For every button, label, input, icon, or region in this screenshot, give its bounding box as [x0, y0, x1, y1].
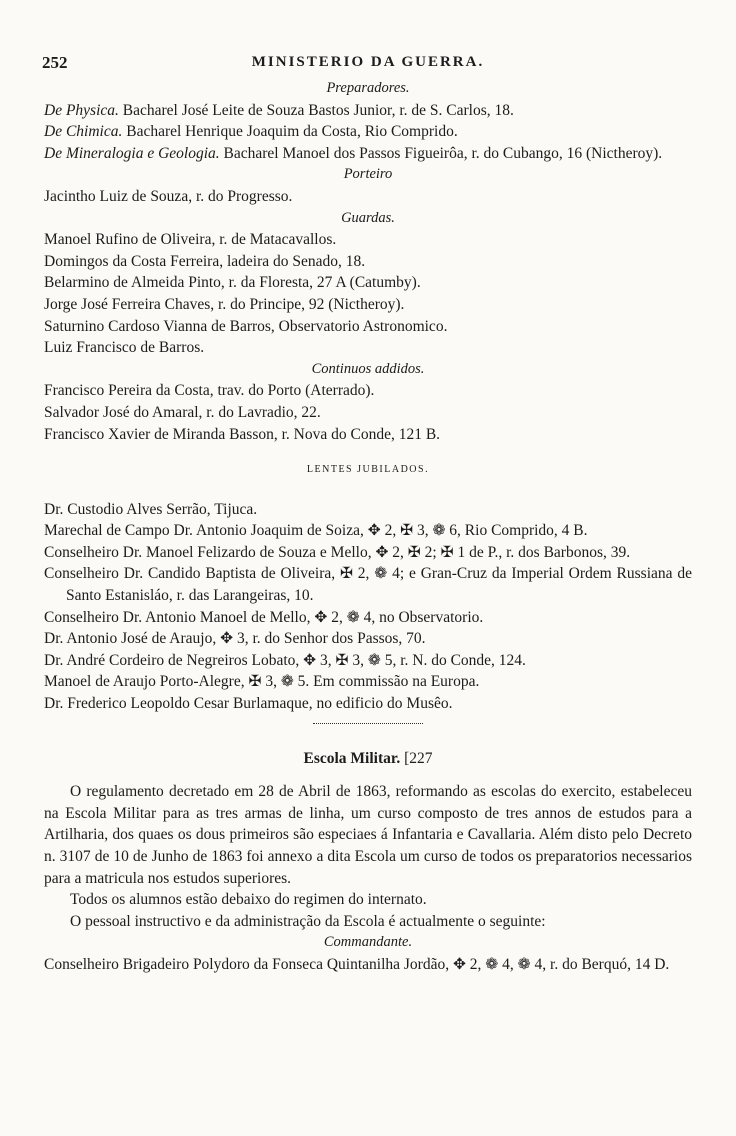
guarda-entry: Domingos da Costa Ferreira, ladeira do Senado, 18.: [44, 252, 366, 270]
continuo-entry: Salvador José do Amaral, r. do Lavradio, 22.: [44, 403, 321, 421]
guarda-entry: Saturnino Cardoso Vianna de Barros, Observatorio Astronomico.: [44, 317, 448, 335]
commandante-heading: Commandante.: [323, 934, 413, 951]
escola-ref: [227: [404, 749, 433, 767]
escola-paragraph: O regulamento decretado em 28 de Abril de 1863, reformando as escolas do exercito, estabeleceu na Escola Militar para as tres armas de linha, um curso composto de tres annos de estudos para a Artilharia, dos quaes os dous primeiros são especiaes á Infantaria e Cavallaria. Além disto pelo Decreto n. 3107 de 10 de Junho de 1863 foi annexo a dita Escola um curso de todos os preparatorios necessarios para a matricula nos estudos superiores.: [44, 783, 692, 887]
entry-text: Bacharel Manoel dos Passos Figueirôa, r. do Cubango, 16 (Nictheroy).: [223, 144, 663, 162]
continuo-entry: Francisco Xavier de Miranda Basson, r. Nova do Conde, 121 B.: [44, 425, 441, 443]
entry-text: Bacharel Henrique Joaquim da Costa, Rio Comprido.: [126, 123, 458, 141]
running-title: MINISTERIO DA GUERRA.: [251, 54, 485, 70]
page-header: [44, 52, 692, 78]
lente-entry: Dr. Custodio Alves Serrão, Tijuca.: [44, 500, 258, 518]
escola-name: Escola Militar.: [303, 749, 401, 767]
entry-text: Bacharel José Leite de Souza Bastos Junior, r. de S. Carlos, 18.: [122, 101, 514, 119]
page-number: 252: [42, 53, 68, 72]
guardas-heading: Guardas.: [341, 209, 395, 226]
porteiro-name: Jacintho Luiz de Souza, r. do Progresso.: [44, 187, 293, 205]
lente-entry: Marechal de Campo Dr. Antonio Joaquim de Soiza, ✥ 2, ✠ 3, ❁ 6, Rio Comprido, 4 B.: [44, 522, 588, 540]
lente-entry: Conselheiro Dr. Manoel Felizardo de Souza e Mello, ✥ 2, ✠ 2; ✠ 1 de P., r. dos Barbonos, 39.: [44, 543, 631, 561]
escola-paragraph: O pessoal instructivo e da administração da Escola é actualmente o seguinte:: [70, 912, 546, 930]
lentes-heading: LENTES JUBILADOS.: [306, 464, 430, 476]
escola-title: [44, 748, 692, 770]
section-divider: [313, 723, 423, 724]
porteiro-heading: Porteiro: [343, 166, 393, 183]
guarda-entry: Jorge José Ferreira Chaves, r. do Principe, 92 (Nictheroy).: [44, 295, 405, 313]
preparador-entry: [44, 143, 692, 165]
book-page: [44, 52, 692, 976]
escola-paragraph: Todos os alumnos estão debaixo do regimen do internato.: [70, 891, 427, 909]
entry-label: De Physica.: [44, 101, 119, 119]
entry-label: De Chimica.: [44, 123, 123, 141]
entry-label: De Mineralogia e Geologia.: [44, 144, 220, 162]
preparadores-heading: Preparadores.: [326, 80, 410, 96]
preparador-entry: [44, 100, 692, 122]
lente-entry: Dr. André Cordeiro de Negreiros Lobato, ✥ 3, ✠ 3, ❁ 5, r. N. do Conde, 124.: [44, 651, 526, 669]
lente-entry: Conselheiro Dr. Antonio Manoel de Mello, ✥ 2, ❁ 4, no Observatorio.: [44, 608, 484, 626]
continuo-entry: Francisco Pereira da Costa, trav. do Porto (Aterrado).: [44, 382, 375, 400]
lente-entry: Dr. Antonio José de Araujo, ✥ 3, r. do Senhor dos Passos, 70.: [44, 630, 426, 648]
lente-entry: Manoel de Araujo Porto-Alegre, ✠ 3, ❁ 5. Em commissão na Europa.: [44, 673, 480, 691]
guarda-entry: Belarmino de Almeida Pinto, r. da Floresta, 27 A (Catumby).: [44, 274, 421, 292]
guarda-entry: Manoel Rufino de Oliveira, r. de Matacavallos.: [44, 231, 337, 249]
commandante-entry: Conselheiro Brigadeiro Polydoro da Fonseca Quintanilha Jordão, ✥ 2, ❁ 4, ❁ 4, r. do Berquó, 14 D.: [44, 955, 670, 973]
continuos-heading: Continuos addidos.: [311, 360, 425, 377]
guarda-entry: Luiz Francisco de Barros.: [44, 339, 205, 357]
preparador-entry: [44, 121, 692, 143]
lente-entry: Conselheiro Dr. Candido Baptista de Oliveira, ✠ 2, ❁ 4; e Gran-Cruz da Imperial Ordem Russiana de Santo Estanisláo, r. das Larangeiras, 10.: [44, 565, 692, 605]
lente-entry: Dr. Frederico Leopoldo Cesar Burlamaque, no edificio do Musêo.: [44, 695, 453, 713]
